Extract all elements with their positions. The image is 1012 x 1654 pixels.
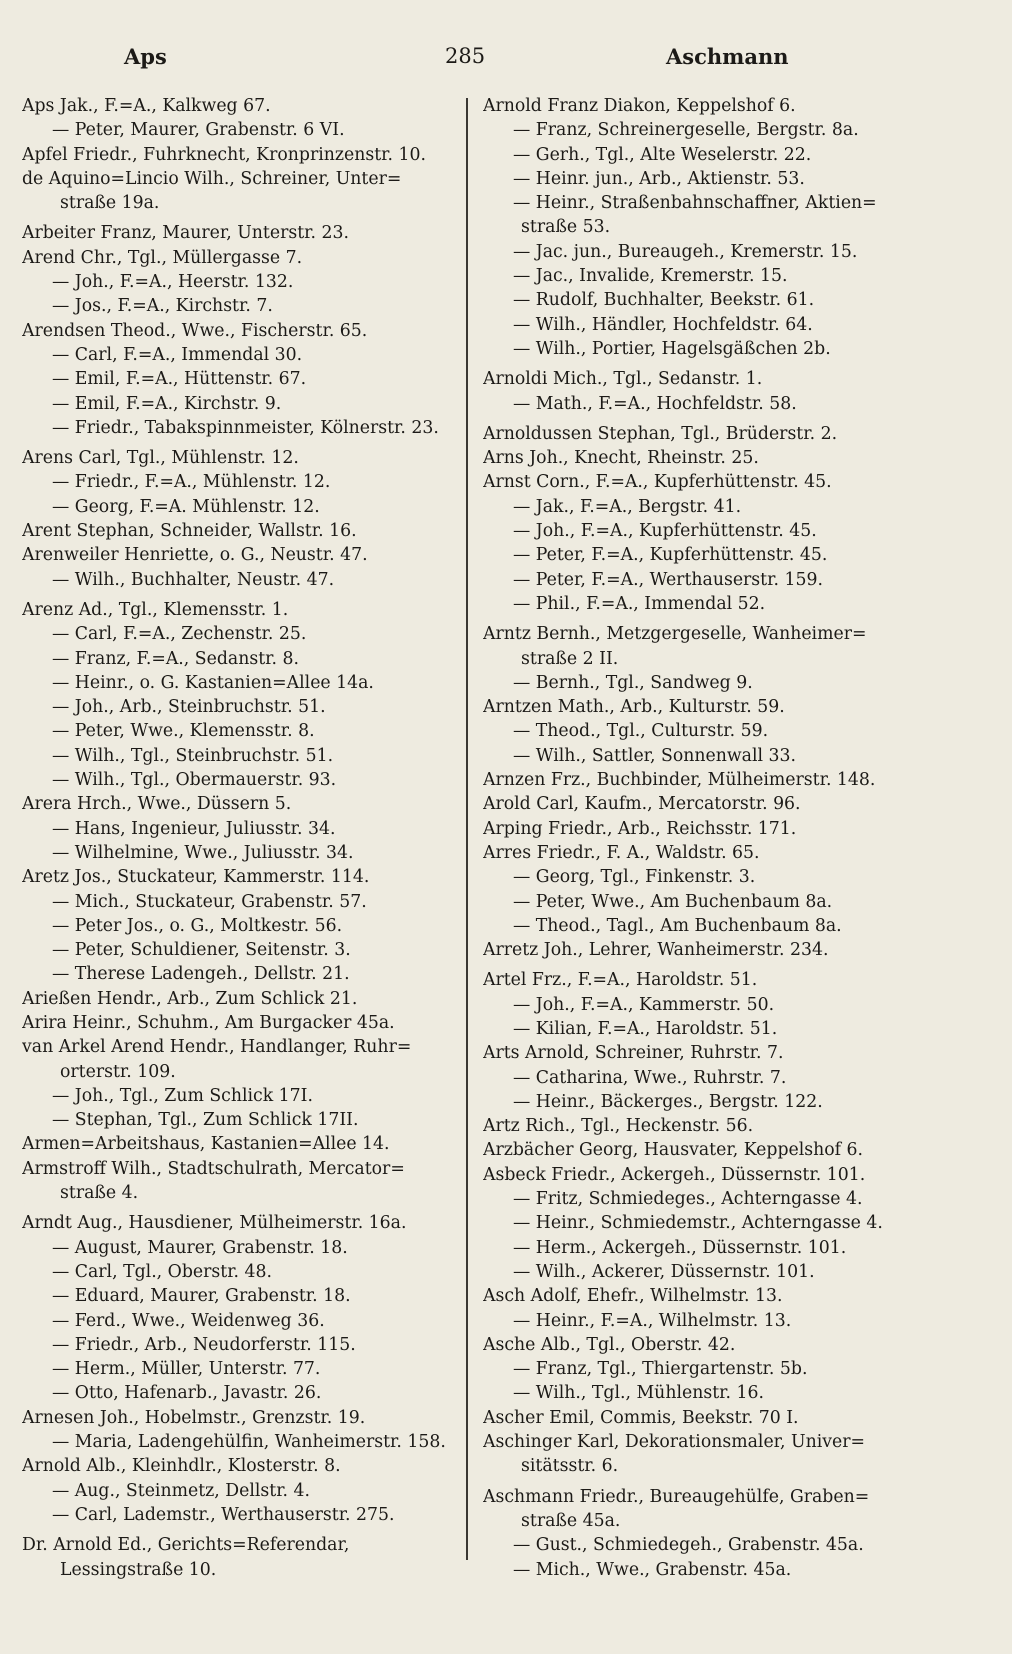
directory-entry: Arns Joh., Knecht, Rheinstr. 25. (483, 448, 759, 469)
directory-subentry: — Mich., Wwe., Grabenstr. 45a. (513, 1559, 792, 1580)
directory-entry: Asche Alb., Tgl., Oberstr. 42. (483, 1334, 736, 1355)
directory-subentry: — Gust., Schmiedegeh., Grabenstr. 45a. (513, 1535, 864, 1556)
directory-entry: Artz Rich., Tgl., Heckenstr. 56. (483, 1116, 754, 1137)
directory-subentry: — Hans, Ingenieur, Juliusstr. 34. (52, 818, 336, 839)
directory-entry: Aps Jak., F.=A., Kalkweg 67. (22, 96, 271, 116)
entry-continuation: straße 19a. (60, 193, 160, 214)
directory-subentry: — Friedr., Tabakspinnmeister, Kölnerstr. 23. (52, 417, 439, 438)
directory-entry: Arent Stephan, Schneider, Wallstr. 16. (22, 521, 357, 542)
directory-entry: Arnold Alb., Kleinhdlr., Klosterstr. 8. (22, 1456, 341, 1477)
directory-entry: Arenz Ad., Tgl., Klemensstr. 1. (22, 599, 289, 620)
entry-continuation: straße 4. (60, 1183, 139, 1204)
directory-subentry: — Fritz, Schmiedeges., Achterngasse 4. (513, 1189, 863, 1210)
directory-subentry: — Theod., Tagl., Am Buchenbaum 8a. (513, 915, 842, 936)
directory-entry: Asbeck Friedr., Ackergeh., Düssernstr. 101. (483, 1164, 866, 1185)
directory-subentry: — Friedr., F.=A., Mühlenstr. 12. (52, 472, 331, 493)
directory-subentry: — Wilh., Händler, Hochfeldstr. 64. (513, 314, 813, 335)
directory-entry: Artel Frz., F.=A., Haroldstr. 51. (483, 970, 758, 991)
directory-entry: Arens Carl, Tgl., Mühlenstr. 12. (22, 448, 299, 469)
page-header (0, 44, 1012, 78)
directory-entry: Asch Adolf, Ehefr., Wilhelmstr. 13. (483, 1286, 783, 1307)
directory-entry: Arbeiter Franz, Maurer, Unterstr. 23. (22, 223, 349, 244)
directory-subentry: — Heinr., Straßenbahnschaffner, Aktien= (513, 193, 877, 214)
directory-subentry: — Rudolf, Buchhalter, Beekstr. 61. (513, 290, 815, 311)
directory-entry: Arzbächer Georg, Hausvater, Keppelshof 6. (483, 1140, 864, 1161)
directory-subentry: — Wilh., Tgl., Steinbruchstr. 51. (52, 745, 334, 766)
directory-subentry: — Herm., Müller, Unterstr. 77. (52, 1359, 321, 1380)
directory-subentry: — Franz, Schreinergeselle, Bergstr. 8a. (513, 120, 859, 141)
directory-entry: Armstroff Wilh., Stadtschulrath, Mercator= (22, 1158, 405, 1179)
directory-subentry: — Heinr., o. G. Kastanien=Allee 14a. (52, 672, 374, 693)
entry-continuation: straße 2 II. (521, 648, 619, 669)
directory-subentry: — Peter, Wwe., Am Buchenbaum 8a. (513, 891, 833, 912)
directory-subentry: — Herm., Ackergeh., Düssernstr. 101. (513, 1237, 847, 1258)
directory-entry: van Arkel Arend Hendr., Handlanger, Ruhr= (22, 1037, 412, 1058)
directory-entry: Armen=Arbeitshaus, Kastanien=Allee 14. (22, 1134, 390, 1155)
directory-entry: Apfel Friedr., Fuhrknecht, Kronprinzenstr. 10. (22, 144, 426, 165)
directory-subentry: — Wilh., Tgl., Obermauerstr. 93. (52, 770, 337, 791)
directory-subentry: — Franz, Tgl., Thiergartenstr. 5b. (513, 1359, 808, 1380)
directory-subentry: — Wilh., Buchhalter, Neustr. 47. (52, 569, 335, 590)
directory-subentry: — Joh., F.=A., Kupferhüttenstr. 45. (513, 521, 817, 542)
directory-entry: Arnold Franz Diakon, Keppelshof 6. (483, 96, 796, 116)
directory-entry: Arenweiler Henriette, o. G., Neustr. 47. (22, 545, 368, 566)
directory-subentry: — Joh., Tgl., Zum Schlick 17I. (52, 1085, 313, 1106)
directory-entry: Arnzen Frz., Buchbinder, Mülheimerstr. 148. (483, 770, 876, 791)
directory-subentry: — Peter, Schuldiener, Seitenstr. 3. (52, 940, 351, 961)
entry-continuation: sitätsstr. 6. (521, 1456, 619, 1477)
directory-subentry: — Joh., F.=A., Kammerstr. 50. (513, 994, 775, 1015)
directory-entry: Dr. Arnold Ed., Gerichts=Referendar, (22, 1535, 350, 1556)
directory-subentry: — Wilh., Portier, Hagelsgäßchen 2b. (513, 338, 831, 359)
directory-entry: Arndt Aug., Hausdiener, Mülheimerstr. 16a. (22, 1213, 407, 1234)
directory-entry: Aschinger Karl, Dekorationsmaler, Univer= (483, 1432, 865, 1453)
directory-subentry: — Heinr. jun., Arb., Aktienstr. 53. (513, 168, 805, 189)
page-number: 285 (445, 44, 486, 68)
directory-subentry: — Mich., Stuckateur, Grabenstr. 57. (52, 891, 367, 912)
directory-entry: de Aquino=Lincio Wilh., Schreiner, Unter= (22, 168, 402, 189)
directory-entry: Arntz Bernh., Metzgergeselle, Wanheimer= (483, 624, 867, 645)
directory-subentry: — Heinr., Schmiedemstr., Achterngasse 4. (513, 1213, 883, 1234)
directory-entry: Arretz Joh., Lehrer, Wanheimerstr. 234. (483, 940, 829, 961)
directory-subentry: — Phil., F.=A., Immendal 52. (513, 593, 766, 614)
directory-subentry: — Heinr., F.=A., Wilhelmstr. 13. (513, 1310, 792, 1331)
directory-subentry: — Carl, F.=A., Zechenstr. 25. (52, 624, 307, 645)
directory-subentry: — Jos., F.=A., Kirchstr. 7. (52, 296, 273, 317)
directory-subentry: — Wilh., Sattler, Sonnenwall 33. (513, 745, 797, 766)
directory-subentry: — Jak., F.=A., Bergstr. 41. (513, 496, 742, 517)
directory-subentry: — Stephan, Tgl., Zum Schlick 17II. (52, 1110, 359, 1131)
running-head-left: Aps (124, 44, 167, 69)
directory-subentry: — Friedr., Arb., Neudorferstr. 115. (52, 1334, 356, 1355)
directory-entry: Arera Hrch., Wwe., Düssern 5. (22, 794, 292, 815)
directory-subentry: — Emil, F.=A., Kirchstr. 9. (52, 393, 282, 414)
left-column (22, 94, 457, 1582)
directory-entry: Arnoldi Mich., Tgl., Sedanstr. 1. (483, 369, 763, 390)
directory-subentry: — Gerh., Tgl., Alte Weselerstr. 22. (513, 144, 812, 165)
directory-entry: Ascher Emil, Commis, Beekstr. 70 I. (483, 1407, 799, 1428)
directory-subentry: — Peter, F.=A., Kupferhüttenstr. 45. (513, 545, 828, 566)
directory-subentry: — Catharina, Wwe., Ruhrstr. 7. (513, 1067, 787, 1088)
directory-subentry: — August, Maurer, Grabenstr. 18. (52, 1237, 348, 1258)
directory-subentry: — Wilh., Tgl., Mühlenstr. 16. (513, 1383, 764, 1404)
directory-subentry: — Georg, F.=A. Mühlenstr. 12. (52, 496, 320, 517)
directory-subentry: — Aug., Steinmetz, Dellstr. 4. (52, 1480, 311, 1501)
directory-entry: Arnesen Joh., Hobelmstr., Grenzstr. 19. (22, 1407, 366, 1428)
directory-entry: Arping Friedr., Arb., Reichsstr. 171. (483, 818, 797, 839)
directory-subentry: — Ferd., Wwe., Weidenweg 36. (52, 1310, 325, 1331)
directory-subentry: — Therese Ladengeh., Dellstr. 21. (52, 964, 350, 985)
entry-continuation: straße 53. (521, 217, 611, 238)
directory-subentry: — Emil, F.=A., Hüttenstr. 67. (52, 369, 307, 390)
directory-subentry: — Carl, F.=A., Immendal 30. (52, 344, 303, 365)
directory-subentry: — Jac., Invalide, Kremerstr. 15. (513, 266, 788, 287)
directory-entry: Arira Heinr., Schuhm., Am Burgacker 45a. (22, 1012, 395, 1033)
directory-subentry: — Joh., Arb., Steinbruchstr. 51. (52, 697, 326, 718)
directory-entry: Arnoldussen Stephan, Tgl., Brüderstr. 2. (483, 423, 838, 444)
directory-subentry: — Peter, Maurer, Grabenstr. 6 VI. (52, 120, 345, 141)
directory-subentry: — Wilh., Ackerer, Düssernstr. 101. (513, 1261, 815, 1282)
directory-subentry: — Math., F.=A., Hochfeldstr. 58. (513, 393, 797, 414)
directory-entry: Arts Arnold, Schreiner, Ruhrstr. 7. (483, 1043, 784, 1064)
directory-entry: Arnst Corn., F.=A., Kupferhüttenstr. 45. (483, 472, 832, 493)
directory-entry: Aschmann Friedr., Bureaugehülfe, Graben= (483, 1486, 870, 1507)
directory-subentry: — Joh., F.=A., Heerstr. 132. (52, 272, 294, 293)
directory-subentry: — Maria, Ladengehülfin, Wanheimerstr. 158. (52, 1432, 446, 1453)
directory-subentry: — Georg, Tgl., Finkenstr. 3. (513, 867, 756, 888)
directory-entry: Arendsen Theod., Wwe., Fischerstr. 65. (22, 320, 368, 341)
directory-entry: Arend Chr., Tgl., Müllergasse 7. (22, 247, 303, 268)
directory-subentry: — Eduard, Maurer, Grabenstr. 18. (52, 1286, 351, 1307)
directory-subentry: — Jac. jun., Bureaugeh., Kremerstr. 15. (513, 241, 858, 262)
directory-subentry: — Peter, F.=A., Werthauserstr. 159. (513, 569, 823, 590)
directory-entry: Arießen Hendr., Arb., Zum Schlick 21. (22, 988, 358, 1009)
column-divider (466, 98, 468, 1560)
directory-entry: Arold Carl, Kaufm., Mercatorstr. 96. (483, 794, 801, 815)
entry-continuation: straße 45a. (521, 1510, 621, 1531)
directory-subentry: — Franz, F.=A., Sedanstr. 8. (52, 648, 299, 669)
directory-entry: Aretz Jos., Stuckateur, Kammerstr. 114. (22, 867, 370, 888)
entry-continuation: Lessingstraße 10. (60, 1559, 217, 1580)
directory-subentry: — Heinr., Bäckerges., Bergstr. 122. (513, 1091, 823, 1112)
right-column (483, 94, 988, 1582)
directory-subentry: — Otto, Hafenarb., Javastr. 26. (52, 1383, 322, 1404)
running-head-right: Aschmann (666, 44, 789, 69)
entry-continuation: orterstr. 109. (60, 1061, 176, 1082)
directory-subentry: — Theod., Tgl., Culturstr. 59. (513, 721, 769, 742)
directory-subentry: — Bernh., Tgl., Sandweg 9. (513, 672, 753, 693)
directory-subentry: — Kilian, F.=A., Haroldstr. 51. (513, 1018, 778, 1039)
directory-subentry: — Carl, Tgl., Oberstr. 48. (52, 1261, 273, 1282)
directory-subentry: — Wilhelmine, Wwe., Juliusstr. 34. (52, 842, 354, 863)
directory-subentry: — Peter Jos., o. G., Moltkestr. 56. (52, 915, 343, 936)
directory-subentry: — Carl, Lademstr., Werthauserstr. 275. (52, 1504, 395, 1525)
directory-entry: Arntzen Math., Arb., Kulturstr. 59. (483, 697, 785, 718)
directory-entry: Arres Friedr., F. A., Waldstr. 65. (483, 842, 760, 863)
directory-subentry: — Peter, Wwe., Klemensstr. 8. (52, 721, 315, 742)
